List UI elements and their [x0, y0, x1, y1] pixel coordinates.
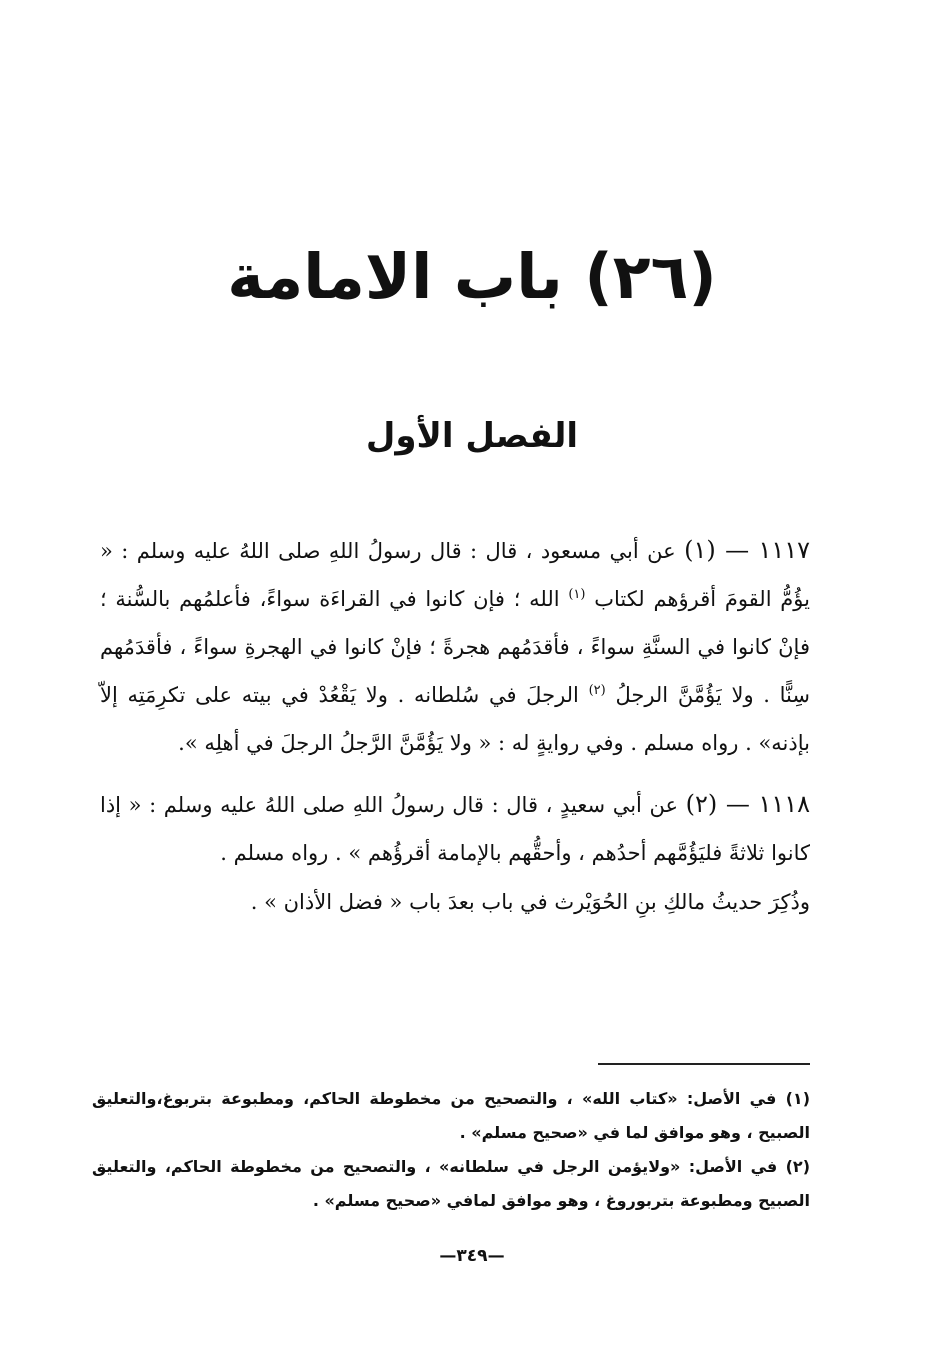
- hadith-text: الله ؛ فإن كانوا في القراءَة سواءً، فأعلمُهم بالسُّنة ؛فإنْ كانوا في السنَّةِ سواءً ، فأقدَمُهم هجرةً ؛ فإنْ كانوا في الهجرةِ سواءً ، فأقدَمُهم سِنًّا . ولا يَؤُمَّنَّ الرجلُ: [100, 587, 810, 707]
- hadith-1118: [100, 780, 810, 877]
- footnote-text: في الأصل: «كتاب الله» ، والتصحيح من مخطوطة الحاكم، ومطبوعة بتربوغ،والتعليق الصبيح ، وهو موافق لما في «صحيح مسلم» .: [92, 1089, 810, 1142]
- chapter-title: (٢٦) باب الامامة: [227, 240, 717, 313]
- hadith-text: عن أبي سعيدٍ ، قال : قال رسولُ اللهِ صلى اللهُ عليه وسلم : « إذا كانوا ثلاثةً فليَؤُمَّهم أحدُهم ، وأحقُّهم بالإمامة أقرؤُهم » . رواه مسلم .: [100, 793, 810, 865]
- footnote-marker: (١): [785, 1089, 810, 1108]
- footnote-1: [92, 1082, 810, 1150]
- page-number: —٣٤٩—: [439, 1246, 505, 1266]
- footnote-divider: [598, 1063, 810, 1065]
- hadith-number: ١١١٨ — (٢): [685, 790, 810, 818]
- footnote-reference-1[interactable]: (١): [568, 587, 586, 602]
- hadith-text: عن أبي مسعود ، قال : قال رسولُ اللهِ صلى اللهُ عليه وسلم : « يؤُمُّ القومَ أقرؤهم لكتاب: [100, 539, 810, 611]
- hadith-text: الرجلَ في سُلطانه . ولا يَقْعُدْ في بيته على تكرِمَتِه إلاّ بإذنه» . رواه مسلم . وفي روايةٍ له : « ولا يَؤُمَّنَّ الرَّجلُ الرجلَ في أهلِه ».: [100, 683, 810, 755]
- hadith-1117: [100, 526, 810, 767]
- footnote-marker: (٢): [785, 1157, 810, 1176]
- hadith-number: ١١١٧ — (١): [684, 536, 810, 564]
- section-title: الفصل الأول: [365, 416, 579, 456]
- footnote-reference-2[interactable]: (٢): [588, 683, 606, 698]
- cross-reference-note: وذُكِرَ حديثُ مالكِ بنِ الحُوَيْرث في باب بعدَ باب « فضل الأذان » .: [250, 890, 810, 914]
- footnote-text: في الأصل: «ولايؤمن الرجل في سلطانه» ، والتصحيح من مخطوطة الحاكم، والتعليق الصبيح ومطبوعة بتربوروغ ، وهو موافق لمافي «صحيح مسلم» .: [92, 1157, 810, 1210]
- footnote-2: [92, 1150, 810, 1218]
